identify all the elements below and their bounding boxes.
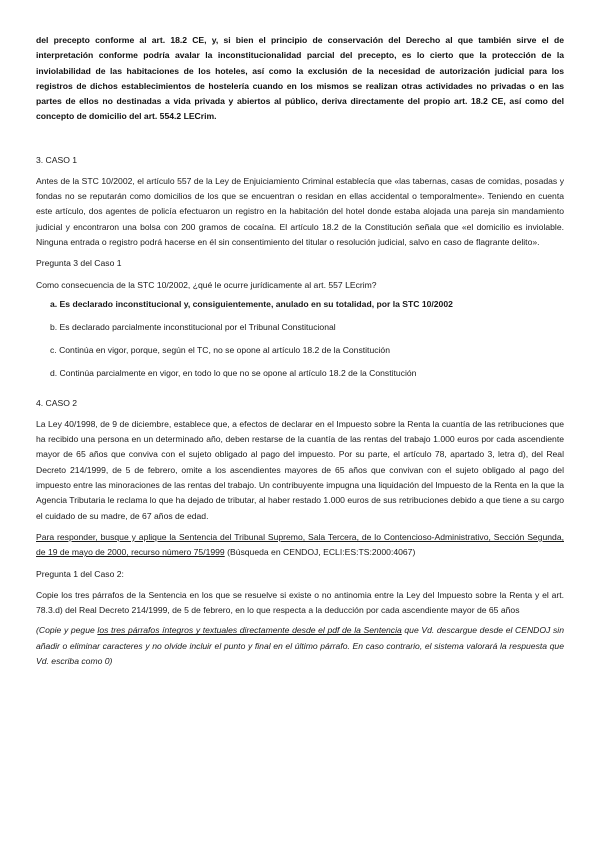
case-2-copy-instruction: (Copie y pegue los tres párrafos íntegros y textuales directamente desde el pdf de la Sentencia que Vd. descargue desde el CENDOJ sin añadir o eliminar caracteres y no olvide incluir el punto y final en el último párrafo. En caso contrario, el sistema valorará la respuesta que Vd. escriba como 0) xyxy=(36,625,564,667)
case-1-heading: 3. CASO 1 xyxy=(36,154,78,165)
intro-paragraph: del precepto conforme al art. 18.2 CE, y, si bien el principio de conservación del Derecho al que también sirve el de interpretación conforme podría avalar la inconstitucionalidad parcial del precepto, es lo cierto que la protección de la inviolabilidad de las habitaciones de los hoteles, así como la exclusión de la necesidad de autorización judicial para los registros de dichos establecimientos de hostelería cuando en los mismos se realizan otras actividades no privadas o en las partes de ellos no destinadas a vida privada y abiertos al público, deriva directamente del propio art. 18.2 CE, así como del concepto de domicilio del art. 554.2 LECrim. xyxy=(36,35,564,122)
case-2-heading: 4. CASO 2 xyxy=(36,397,78,408)
instruction-underlined: los tres párrafos íntegros y textuales directamente desde el pdf de la Sentencia xyxy=(97,625,402,636)
option-a: a. Es declarado inconstitucional y, consiguientemente, anulado en su totalidad, por la STC 10/2002 xyxy=(50,298,453,309)
case-2-body: La Ley 40/1998, de 9 de diciembre, establece que, a efectos de declarar en el Impuesto sobre la Renta la cuantía de las retribuciones que ha recibido una persona en un determinado año, deben restarse de la cuantía de las rentas del trabajo 1.000 euros por cada ascendiente mayor de 65 años que conviva con el sujeto obligado al pago del impuesto. Por su parte, el artículo 78, apartado 3, letra d), del Real Decreto 214/1999, de 5 de febrero, omite a los ascendientes mayores de 65 años que convivan con el sujeto obligado al pago del impuesto entre las minoraciones de las rentas del trabajo. Un contribuyente impugna una liquidación del Impuesto de la Renta en la que la Agencia Tributaria le reclama lo que ha dejado de tributar, al haber restado 1.000 euros de sus retribuciones debido a que tiene a su cargo el cuidado de su madre, de 67 años de edad. xyxy=(36,418,564,521)
case-2-search-instruction xyxy=(36,530,564,561)
case-2-section xyxy=(36,397,564,669)
case-2-question-label: Pregunta 1 del Caso 2: xyxy=(36,568,124,579)
case-1-section xyxy=(36,154,564,379)
option-b: b. Es declarado parcialmente inconstitucional por el Tribunal Constitucional xyxy=(50,321,336,332)
cendoj-reference: (Búsqueda en CENDOJ, ECLI:ES:TS:2000:4067) xyxy=(224,547,416,558)
case-1-body: Antes de la STC 10/2002, el artículo 557 de la Ley de Enjuiciamiento Criminal establecía que «las tabernas, casas de comidas, posadas y fondas no se reputarán como domicilios de los que se encuentran o residan en ellas accidental o temporalmente». Teniendo en cuenta este artículo, dos agentes de policía efectuaron un registro en la habitación del hotel donde estaba alojada una pareja sin mandamiento judicial y encontraron una bolsa con 200 gramos de cocaína. El artículo 18.2 de la Constitución señala que «el domicilio es inviolable. Ninguna entrada o registro podrá hacerse en él sin consentimiento del titular o resolución judicial, salvo en caso de flagrante delito». xyxy=(36,175,564,247)
option-c: c. Continúa en vigor, porque, según el TC, no se opone al artículo 18.2 de la Constitución xyxy=(50,344,390,355)
case-2-question: Copie los tres párrafos de la Sentencia en los que se resuelve si existe o no antinomia entre la Ley del Impuesto sobre la Renta y el art. 78.3.d) del Real Decreto 214/1999, de 5 de febrero, en lo que respecta a la deducción por cada ascendiente mayor de 65 años xyxy=(36,589,564,616)
case-1-question: Como consecuencia de la STC 10/2002, ¿qué le ocurre jurídicamente al art. 557 LEcrim? xyxy=(36,279,377,290)
case-1-question-label: Pregunta 3 del Caso 1 xyxy=(36,258,122,269)
option-d: d. Continúa parcialmente en vigor, en todo lo que no se opone al artículo 18.2 de la Constitución xyxy=(50,367,417,378)
sentence-reference: Para responder, busque y aplique la Sentencia del Tribunal Supremo, Sala Tercera, de lo Contencioso-Administrativo, Sección Segunda, de 19 de mayo de 2000, recurso número 75/1999 xyxy=(36,531,564,558)
case-1-options xyxy=(36,298,564,379)
